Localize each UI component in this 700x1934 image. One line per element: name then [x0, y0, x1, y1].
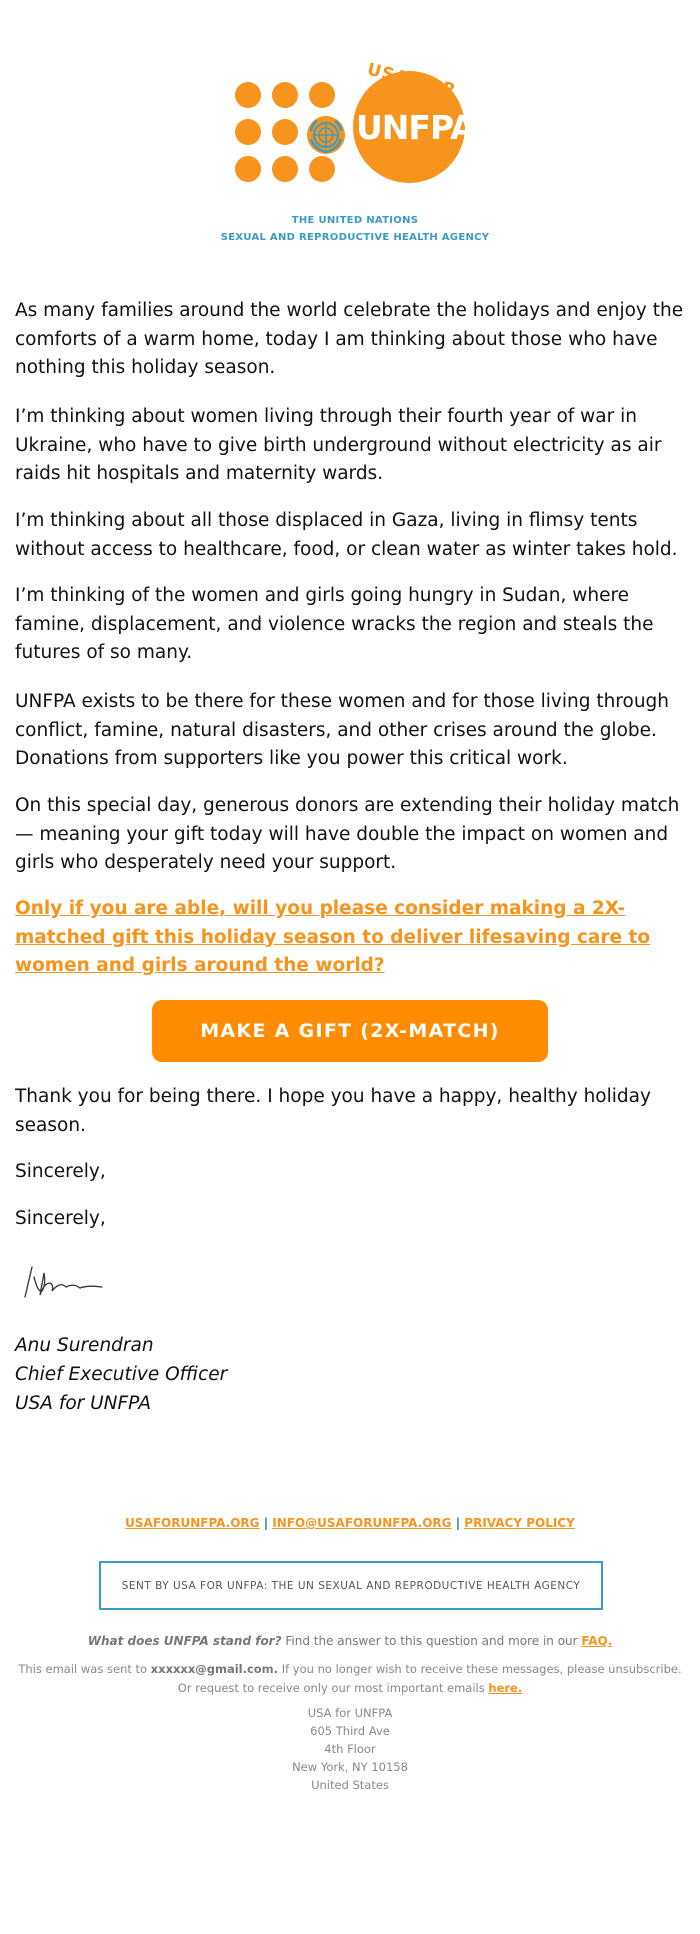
mailing-address	[0, 1704, 700, 1794]
logo-dot	[235, 156, 261, 182]
faq-link[interactable]: FAQ.	[581, 1634, 613, 1648]
unsub-middle: If you no longer wish to receive these messages, please unsubscribe. Or request to receive only our most important emails	[177, 1662, 682, 1695]
website-link[interactable]: USAFORUNFPA.ORG	[125, 1516, 260, 1530]
body-paragraph: I’m thinking of the women and girls going hungry in Sudan, where famine, displacement, and violence wracks the region and steals the futures of so many.	[15, 585, 654, 663]
address-line: USA for UNFPA	[307, 1706, 393, 1720]
donate-cta-link[interactable]: Only if you are able, will you please consider making a 2X-matched gift this holiday season to deliver lifesaving care to women and girls around the world?	[15, 898, 651, 976]
logo-tagline-2: SEXUAL AND REPRODUCTIVE HEALTH AGENCY	[220, 232, 490, 243]
unsubscribe-notice	[15, 1660, 685, 1698]
faq-text: Find the answer to this question and more in our	[281, 1634, 582, 1648]
body-paragraph: UNFPA exists to be there for these women and for those living through conflict, famine, natural disasters, and other crises around the globe. Donations from supporters like you power this critical work.	[15, 691, 670, 769]
closing-text: Sincerely,	[15, 1161, 106, 1182]
address-line: 4th Floor	[324, 1742, 376, 1756]
un-emblem-icon	[306, 115, 346, 155]
logo-dot	[309, 82, 335, 108]
faq-question: What does UNFPA stand for?	[87, 1634, 282, 1648]
unsub-prefix: This email was sent to	[18, 1662, 151, 1676]
signature-image	[20, 1255, 110, 1305]
logo-dot	[272, 156, 298, 182]
preferences-link[interactable]: here.	[488, 1681, 523, 1695]
recipient-email: xxxxxx@gmail.com.	[150, 1662, 279, 1676]
sent-by-box: SENT BY USA FOR UNFPA: THE UN SEXUAL AND REPRODUCTIVE HEALTH AGENCY	[99, 1561, 603, 1610]
privacy-policy-link[interactable]: PRIVACY POLICY	[464, 1516, 575, 1530]
logo-dot	[272, 82, 298, 108]
logo-dot	[235, 82, 261, 108]
signer-title: Chief Executive Officer	[15, 1364, 228, 1385]
logo-dot	[272, 119, 298, 145]
footer-separator: |	[455, 1516, 461, 1530]
body-paragraph: I’m thinking about women living through their fourth year of war in Ukraine, who have to give birth underground without electricity as air raids hit hospitals and maternity wards.	[15, 406, 662, 484]
signer-org: USA for UNFPA	[15, 1393, 152, 1414]
body-paragraph: As many families around the world celebrate the holidays and enjoy the comforts of a warm home, today I am thinking about those who have nothing this holiday season.	[15, 300, 684, 378]
logo-tagline-1: THE UNITED NATIONS	[291, 215, 419, 226]
address-line: 605 Third Ave	[310, 1724, 390, 1738]
body-paragraph: I’m thinking about all those displaced in Gaza, living in flimsy tents without access to healthcare, food, or clean water as winter takes hold.	[15, 510, 678, 560]
email-link[interactable]: INFO@USAFORUNFPA.ORG	[272, 1516, 452, 1530]
footer-links	[0, 1516, 700, 1530]
address-line: New York, NY 10158	[292, 1760, 408, 1774]
logo-dot	[309, 156, 335, 182]
logo-dot	[235, 119, 261, 145]
closing-text: Sincerely,	[15, 1208, 106, 1229]
usa-for-unfpa-logo	[220, 55, 490, 255]
body-paragraph: On this special day, generous donors are extending their holiday match — meaning your gift today will have double the impact on women and girls who desperately need your support.	[15, 795, 680, 873]
make-gift-button[interactable]: MAKE A GIFT (2X-MATCH)	[152, 1000, 548, 1062]
signer-name: Anu Surendran	[15, 1335, 154, 1356]
footer-separator: |	[263, 1516, 269, 1530]
logo-usa-for-text: USA FOR	[365, 59, 459, 102]
thanks-paragraph: Thank you for being there. I hope you have a happy, healthy holiday season.	[15, 1086, 651, 1136]
logo-unfpa-text: UNFPA	[356, 108, 475, 147]
faq-line	[0, 1634, 700, 1648]
address-line: United States	[311, 1778, 389, 1792]
